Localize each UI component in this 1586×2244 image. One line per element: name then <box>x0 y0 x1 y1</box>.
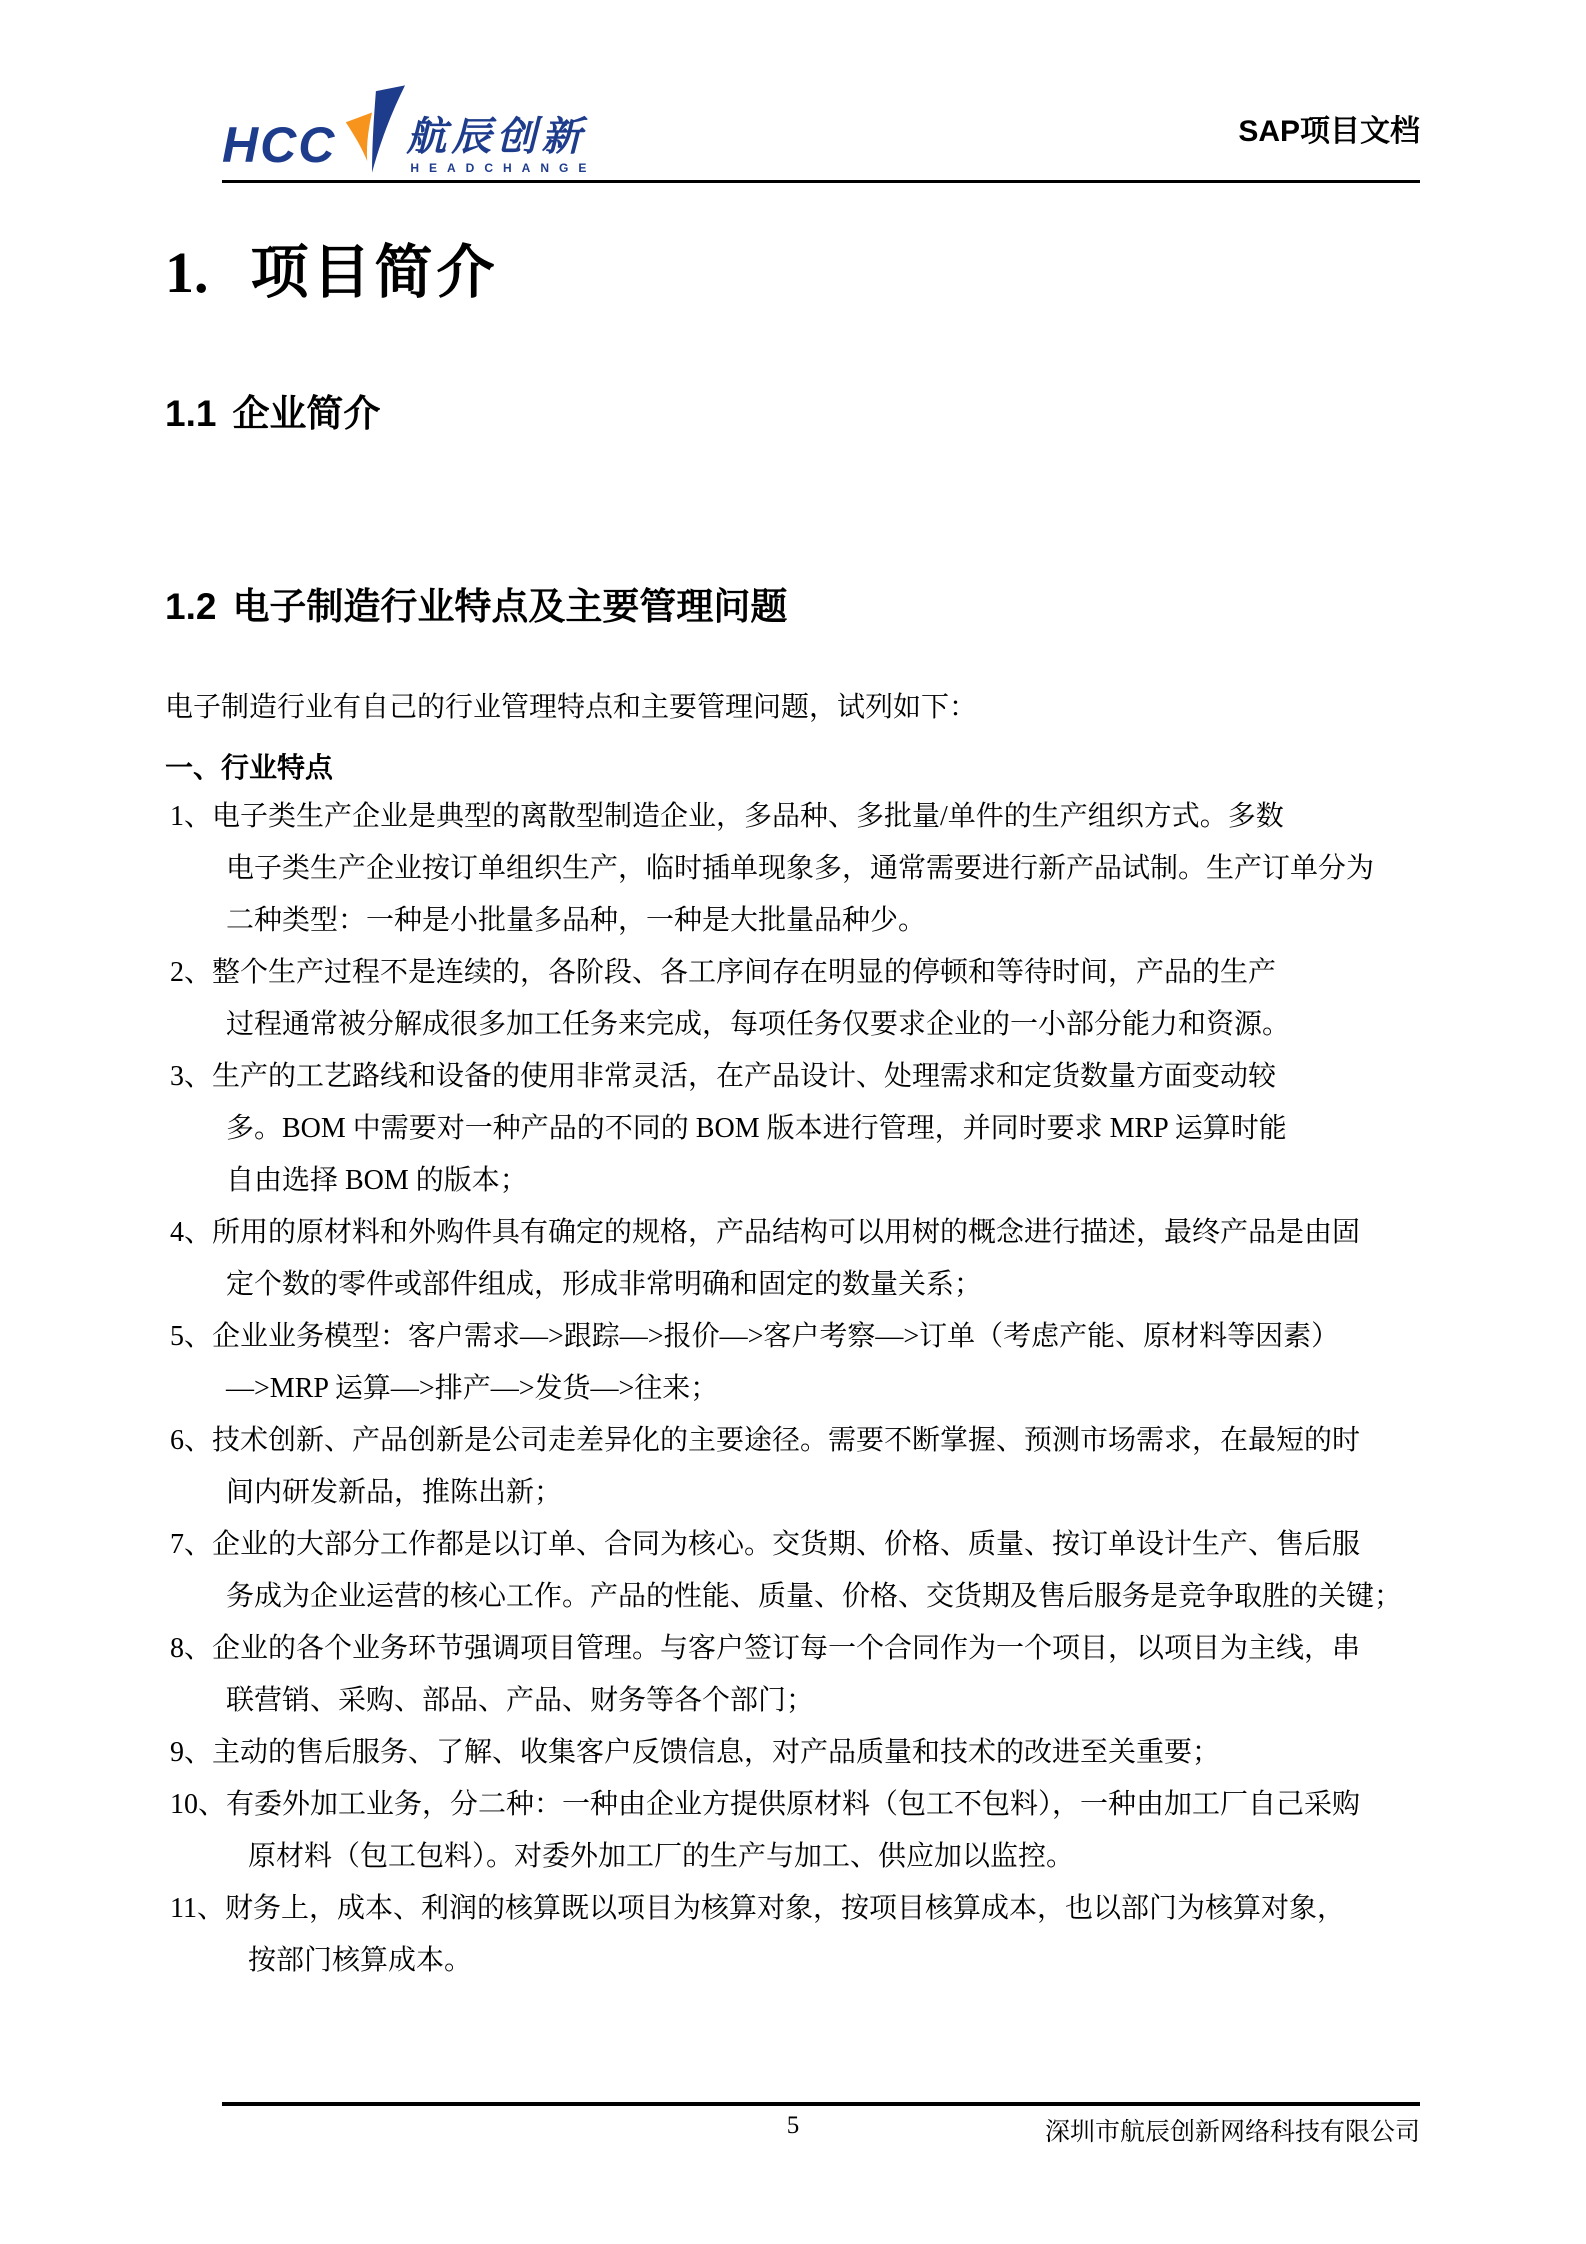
item-number: 2、 <box>170 957 213 988</box>
item-text: 过程通常被分解成很多加工任务来完成，每项任务仅要求企业的一小部分能力和资源。 <box>226 1009 1291 1040</box>
list-item <box>170 1779 1460 1883</box>
item-line <box>170 1571 1460 1623</box>
item-line <box>170 1207 1460 1259</box>
item-text: 主动的售后服务、了解、收集客户反馈信息，对产品质量和技术的改进至关重要； <box>212 1737 1221 1768</box>
item-line <box>170 1311 1460 1363</box>
item-text: 间内研发新品，推陈出新； <box>226 1477 563 1508</box>
logo-hcc-text: HCC <box>222 117 337 173</box>
item-text: 按部门核算成本。 <box>248 1945 473 1976</box>
item-line <box>170 1415 1460 1467</box>
item-line <box>170 1259 1460 1311</box>
item-text: 整个生产过程不是连续的，各阶段、各工序间存在明显的停顿和等待时间，产品的生产 <box>212 957 1277 988</box>
item-number: 6、 <box>170 1425 213 1456</box>
list-item <box>170 947 1460 1051</box>
company-logo <box>222 84 596 176</box>
document-type-label: SAP项目文档 <box>1238 115 1420 148</box>
item-text: 原材料（包工包料）。对委外加工厂的生产与加工、供应加以监控。 <box>248 1841 1075 1872</box>
footer-divider <box>222 2102 1420 2106</box>
item-text: 定个数的零件或部件组成，形成非常明确和固定的数量关系； <box>226 1269 983 1300</box>
page-number: 5 <box>786 2112 800 2139</box>
item-text: 有委外加工业务，分二种：一种由企业方提供原材料（包工不包料），一种由加工厂自己采购 <box>226 1789 1361 1820</box>
footer-company-name: 深圳市航辰创新网络科技有限公司 <box>1044 2119 1420 2146</box>
item-line <box>170 1519 1460 1571</box>
logo-wordmark <box>406 117 596 176</box>
item-text: 多。BOM 中需要对一种产品的不同的 BOM 版本进行管理，并同时要求 MRP 运算时能 <box>226 1113 1287 1144</box>
item-line <box>170 1623 1460 1675</box>
feature-list <box>170 791 1460 1987</box>
section-title-1-1 <box>165 392 380 436</box>
item-text: 企业业务模型：客户需求—>跟踪—>报价—>客户考察—>订单（考虑产能、原材料等因素） <box>212 1321 1340 1352</box>
item-text: 电子类生产企业是典型的离散型制造企业，多品种、多批量/单件的生产组织方式。多数 <box>212 801 1284 832</box>
item-line <box>170 1883 1460 1935</box>
item-number: 8、 <box>170 1633 213 1664</box>
chapter-title-text: 项目简介 <box>250 240 499 305</box>
item-line <box>170 1155 1460 1207</box>
item-number: 10、 <box>170 1789 227 1820</box>
chapter-number: 1. <box>165 240 209 305</box>
list-item <box>170 1415 1460 1519</box>
item-text: 电子类生产企业按订单组织生产，临时插单现象多，通常需要进行新产品试制。生产订单分为 <box>226 853 1375 884</box>
logo-chinese-text: 航辰创新 <box>406 115 587 159</box>
item-number: 1、 <box>170 801 213 832</box>
logo-subtext: HEADCHANGE <box>410 161 597 175</box>
item-line <box>170 1727 1460 1779</box>
item-text: 生产的工艺路线和设备的使用非常灵活，在产品设计、处理需求和定货数量方面变动较 <box>212 1061 1277 1092</box>
header-divider <box>222 180 1420 183</box>
item-line <box>170 1779 1460 1831</box>
item-number: 5、 <box>170 1321 213 1352</box>
list-item <box>170 1883 1460 1987</box>
item-text: 联营销、采购、部品、产品、财务等各个部门； <box>226 1685 815 1716</box>
list-item <box>170 1519 1460 1623</box>
item-line <box>170 1103 1460 1155</box>
item-line <box>170 999 1460 1051</box>
item-text: 务成为企业运营的核心工作。产品的性能、质量、价格、交货期及售后服务是竞争取胜的关键； <box>226 1581 1403 1612</box>
item-line <box>170 1467 1460 1519</box>
list-item <box>170 1207 1460 1311</box>
list-item <box>170 1623 1460 1727</box>
section-number-1-2: 1.2 <box>165 586 217 627</box>
item-number: 4、 <box>170 1217 213 1248</box>
item-line <box>170 791 1460 843</box>
item-line <box>170 895 1460 947</box>
item-number: 3、 <box>170 1061 213 1092</box>
item-text: 二种类型：一种是小批量多品种，一种是大批量品种少。 <box>226 905 927 936</box>
item-text: 所用的原材料和外购件具有确定的规格，产品结构可以用树的概念进行描述，最终产品是由固 <box>212 1217 1361 1248</box>
item-line <box>170 1831 1460 1883</box>
item-line <box>170 1051 1460 1103</box>
chapter-title <box>165 238 499 308</box>
section-title-1-2-text: 电子制造行业特点及主要管理问题 <box>232 586 788 627</box>
section-title-1-1-text: 企业简介 <box>232 393 381 434</box>
item-number: 7、 <box>170 1529 213 1560</box>
item-line <box>170 947 1460 999</box>
item-text: 企业的各个业务环节强调项目管理。与客户签订每一个合同作为一个项目，以项目为主线，串 <box>212 1633 1361 1664</box>
list-item <box>170 1311 1460 1415</box>
item-text: 财务上，成本、利润的核算既以项目为核算对象，按项目核算成本，也以部门为核算对象， <box>224 1893 1345 1924</box>
item-line <box>170 1675 1460 1727</box>
list-item <box>170 1051 1460 1207</box>
item-line <box>170 1935 1460 1987</box>
logo-swoosh-icon <box>340 84 406 176</box>
item-text: 技术创新、产品创新是公司走差异化的主要途径。需要不断掌握、预测市场需求，在最短的时 <box>212 1425 1361 1456</box>
list-header: 一、行业特点 <box>165 752 334 783</box>
intro-paragraph: 电子制造行业有自己的行业管理特点和主要管理问题，试列如下： <box>165 692 978 723</box>
section-number-1-1: 1.1 <box>165 393 217 434</box>
section-title-1-2 <box>165 585 787 629</box>
list-item <box>170 791 1460 947</box>
item-text: 企业的大部分工作都是以订单、合同为核心。交货期、价格、质量、按订单设计生产、售后服 <box>212 1529 1361 1560</box>
item-line <box>170 843 1460 895</box>
item-line <box>170 1363 1460 1415</box>
item-text: —>MRP 运算—>排产—>发货—>往来； <box>226 1373 719 1404</box>
item-text: 自由选择 BOM 的版本； <box>226 1165 528 1196</box>
item-number: 11、 <box>170 1893 225 1924</box>
list-item <box>170 1727 1460 1779</box>
item-number: 9、 <box>170 1737 213 1768</box>
